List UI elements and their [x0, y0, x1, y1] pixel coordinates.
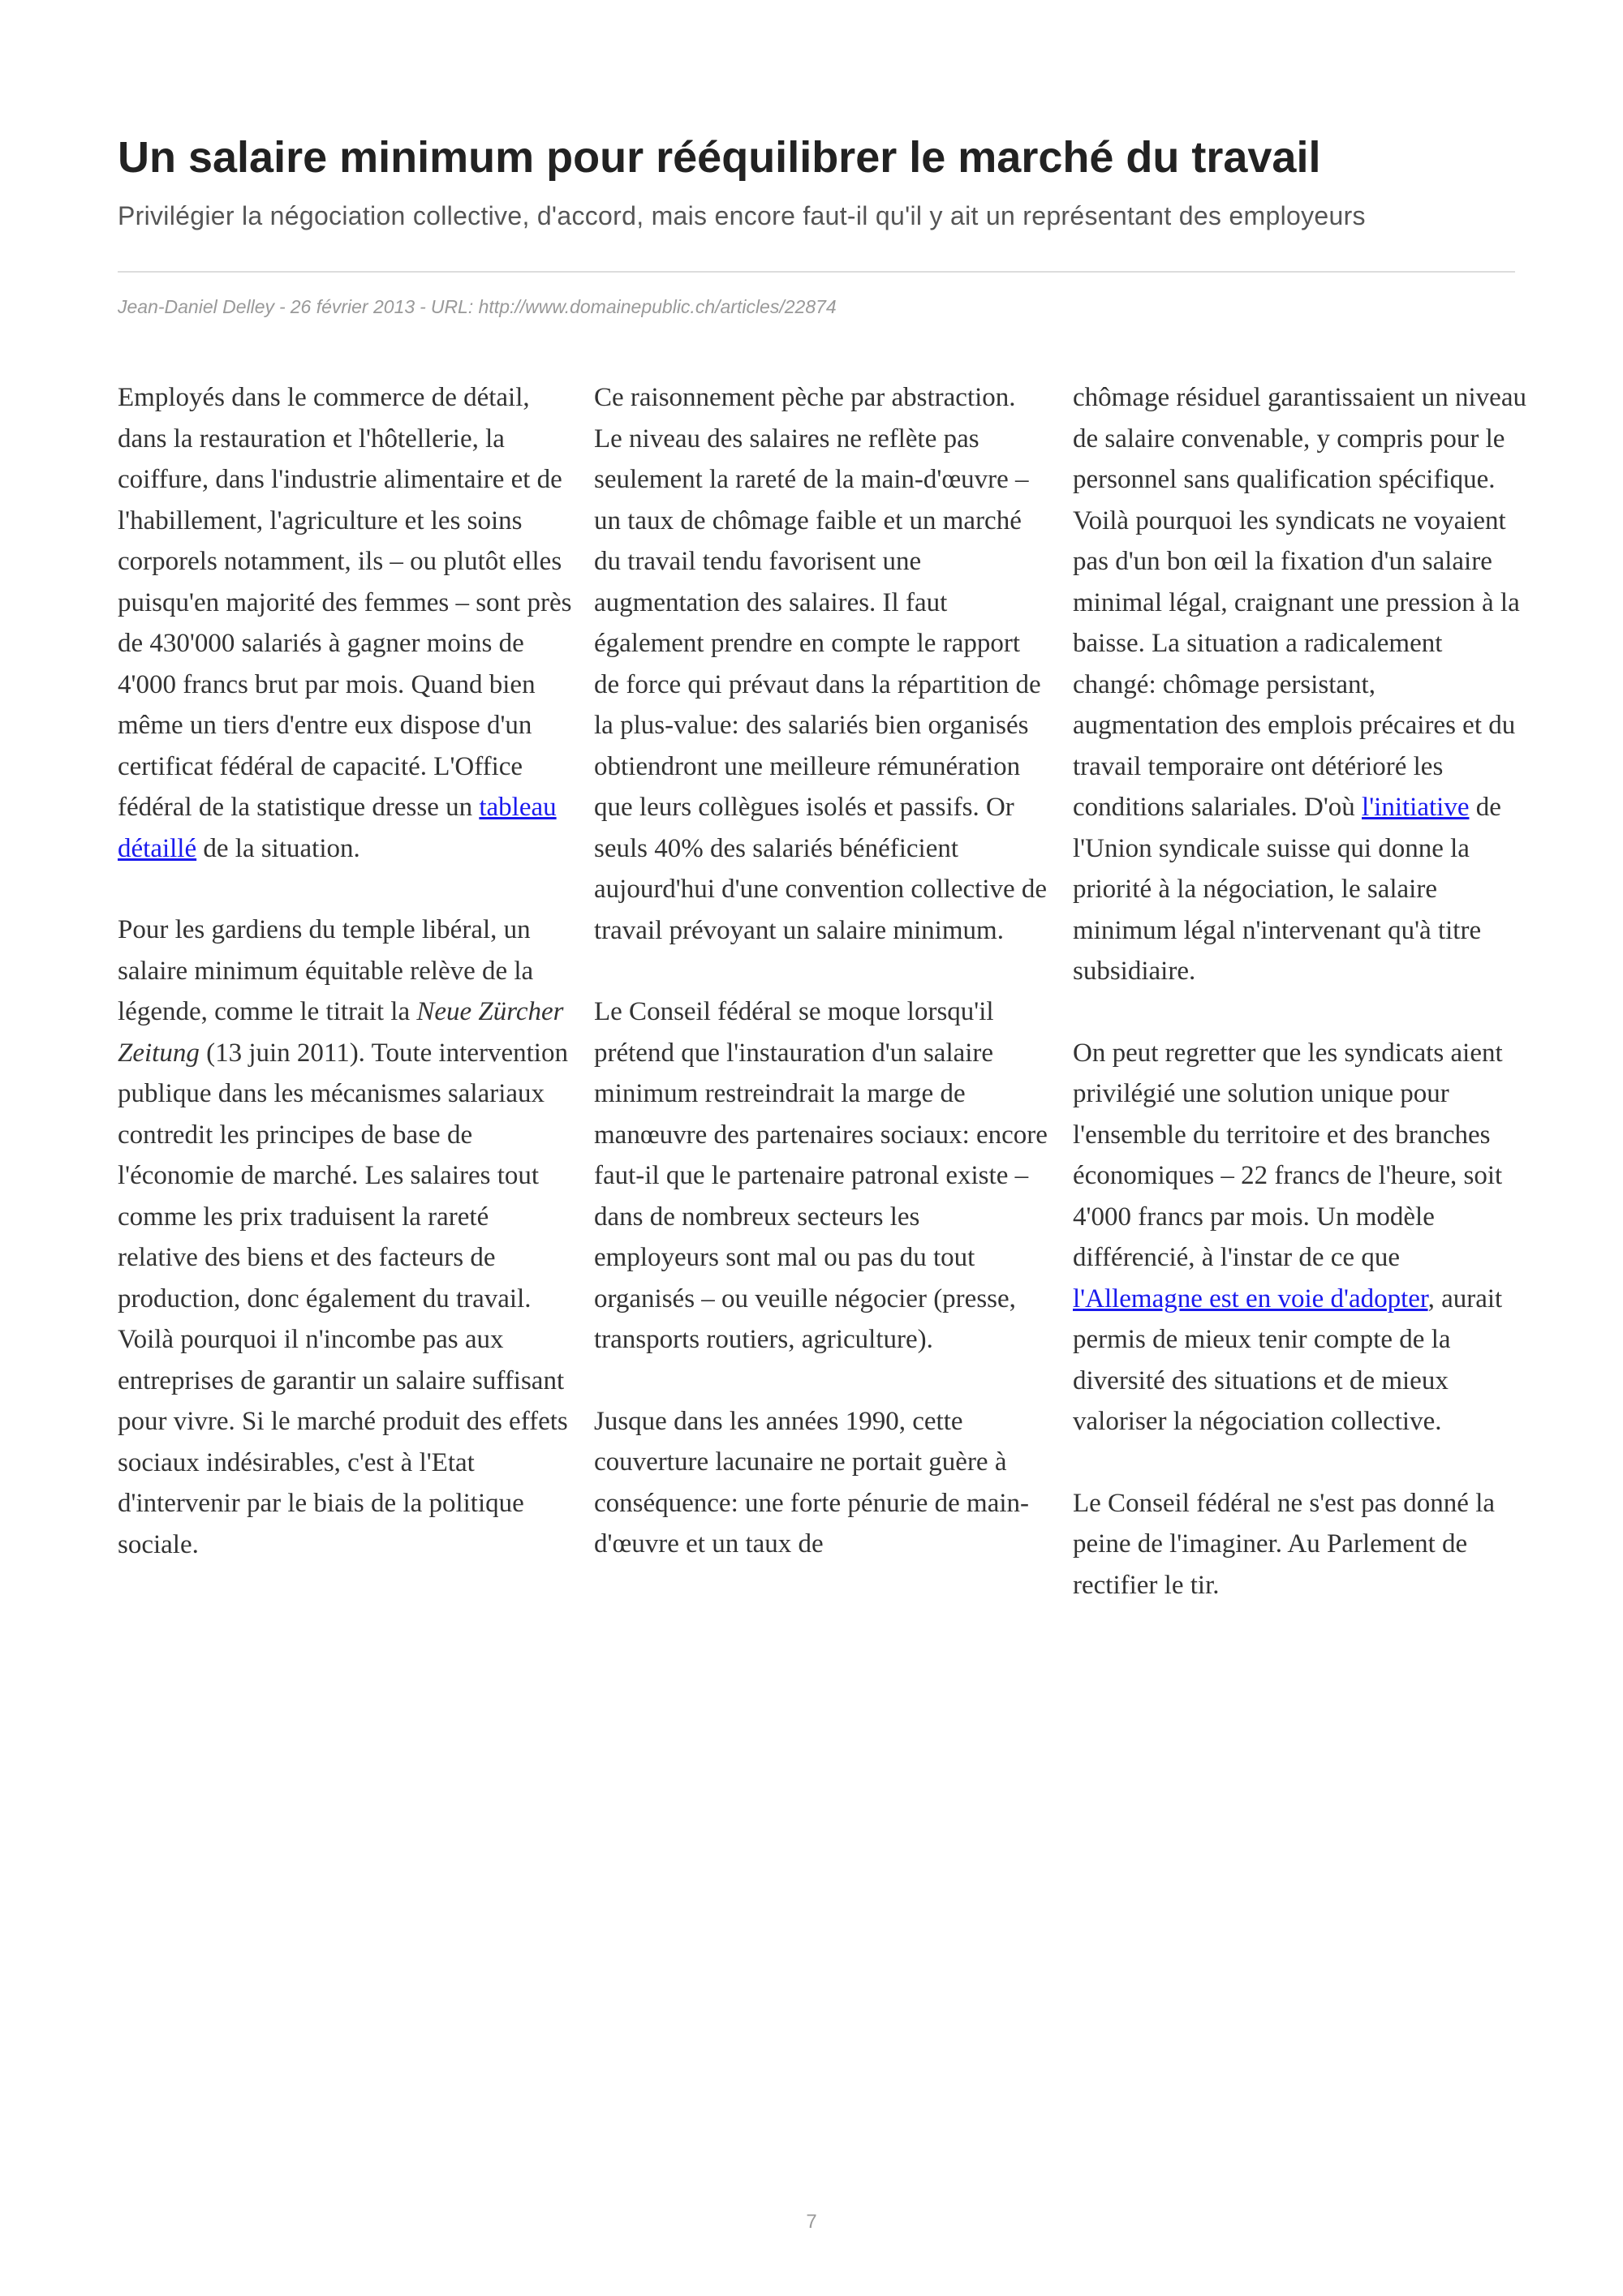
- byline-url: URL: http://www.domainepublic.ch/articles/22874: [430, 296, 837, 317]
- paragraph-1-tail: de la situation.: [196, 833, 360, 863]
- header-divider: [118, 271, 1515, 273]
- paragraph-6-tail: , aurait permis de mieux tenir compte de la diversité des situations et de mieux valoriser la négociation collective.: [1073, 1283, 1503, 1436]
- paragraph-6-text: On peut regretter que les syndicats aient privilégié une solution unique pour l'ensemble du territoire et des branches économiques – 22 francs de l'heure, soit 4'000 francs par mois. Un modèle différencié, à l'instar de ce que: [1073, 1038, 1503, 1272]
- article-column-2: [594, 377, 1048, 1565]
- paragraph-5-tail: de l'Union syndicale suisse qui donne la priorité à la négociation, le salaire minimum légal n'intervenant qu'à titre subsidiaire.: [1073, 793, 1501, 986]
- paragraph-4: Le Conseil fédéral se moque lorsqu'il prétend que l'instauration d'un salaire minimum restreindrait la marge de manœuvre des partenaires sociaux: encore faut-il que le partenaire patronal existe – dans de nombreux secteurs les employeurs sont mal ou pas du tout organisés – ou veuille négocier (presse, transports routiers, agriculture).: [594, 997, 1048, 1354]
- paragraph-6: [1073, 1033, 1527, 1443]
- byline-separator: -: [279, 296, 286, 317]
- article-subtitle: Privilégier la négociation collective, d'accord, mais encore faut-il qu'il y ait un représentant des employeurs: [118, 201, 1366, 230]
- paragraph-1-text: Employés dans le commerce de détail, dans la restauration et l'hôtellerie, la coiffure, dans l'industrie alimentaire et de l'habillement, l'agriculture et les soins corporels notamment, ils – ou plutôt elles puisqu'en majorité des femmes – sont près de 430'000 salariés à gagner moins de 4'000 francs brut par mois. Quand bien même un tiers d'entre eux dispose d'un certificat fédéral de capacité. L'Office fédéral de la statistique dresse un: [118, 383, 572, 822]
- page-number: 7: [806, 2211, 817, 2233]
- newspaper-title: Neue Zürcher Zeitung: [118, 997, 564, 1068]
- byline: [118, 290, 1522, 323]
- paragraph-2: [118, 909, 572, 1565]
- paragraph-7: Le Conseil fédéral ne s'est pas donné la peine de l'imaginer. Au Parlement de rectifier le tir.: [1073, 1488, 1496, 1600]
- paragraph-2-tail: (13 juin 2011). Toute intervention publique dans les mécanismes salariaux contredit les principes de base de l'économie de marché. Les salaires tout comme les prix traduisent la rareté relative des biens et des facteurs de production, donc également du travail. Voilà pourquoi il n'incombe pas aux entreprises de garantir un salaire suffisant pour vivre. Si le marché produit des effets sociaux indésirables, c'est à l'Etat d'intervenir par le biais de la politique sociale.: [118, 1038, 568, 1559]
- byline-author: Jean-Daniel Delley: [118, 296, 275, 317]
- paragraph-5-continued: [1073, 377, 1527, 992]
- tableau-detaille-link[interactable]: tableau détaillé: [118, 793, 557, 863]
- paragraph-1: [118, 377, 572, 869]
- allemagne-link[interactable]: l'Allemagne est en voie d'adopter: [1073, 1283, 1428, 1314]
- byline-separator: -: [420, 296, 426, 317]
- initiative-link[interactable]: l'initiative: [1362, 793, 1470, 822]
- byline-date: 26 février 2013: [290, 296, 415, 317]
- paragraph-5-start: Jusque dans les années 1990, cette couverture lacunaire ne portait guère à conséquence: une forte pénurie de main-d'œuvre et un taux de: [594, 1406, 1030, 1559]
- paragraph-5-text: chômage résiduel garantissaient un niveau de salaire convenable, y compris pour le personnel sans qualification spécifique. Voilà pourquoi les syndicats ne voyaient pas d'un bon œil la fixation d'un salaire minimal légal, craignant une pression à la baisse. La situation a radicalement changé: chômage persistant, augmentation des emplois précaires et du travail temporaire ont détérioré les conditions salariales. D'où: [1073, 383, 1526, 822]
- paragraph-2-text: Pour les gardiens du temple libéral, un salaire minimum équitable relève de la légende, comme le titrait la: [118, 915, 534, 1026]
- article-column-1: [118, 377, 572, 1565]
- paragraph-3: Ce raisonnement pèche par abstraction. Le niveau des salaires ne reflète pas seulement la rareté de la main-d'œuvre – un taux de chômage faible et un marché du travail tendu favorisent une augmentation des salaires. Il faut également prendre en compte le rapport de force qui prévaut dans la répartition de la plus-value: des salariés bien organisés obtiendront une meilleure rémunération que leurs collègues isolés et passifs. Or seuls 40% des salariés bénéficient aujourd'hui d'une convention collective de travail prévoyant un salaire minimum.: [594, 383, 1048, 945]
- page-title: Un salaire minimum pour rééquilibrer le marché du travail: [118, 133, 1321, 182]
- article-column-3: [1073, 377, 1527, 1606]
